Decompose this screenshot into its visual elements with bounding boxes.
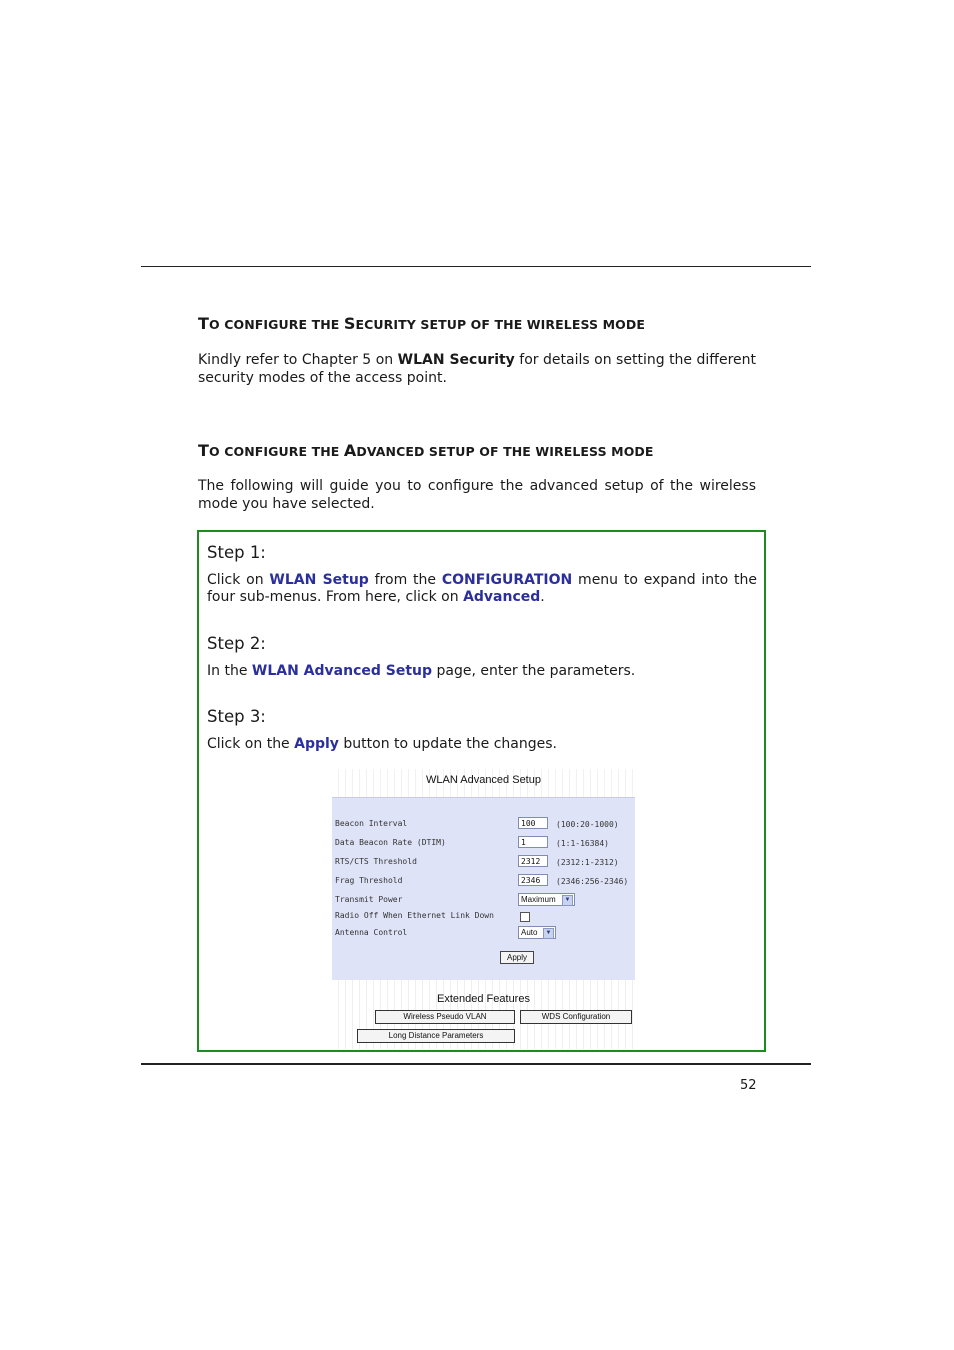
beacon-interval-label: Beacon Interval (335, 819, 408, 828)
step1-text: Click on WLAN Setup from the CONFIGURATION menu to expand into the four sub-menus. From here, click on Advanced. (207, 572, 757, 605)
wlan-advanced-setup-screenshot (332, 769, 635, 1049)
rts-threshold-input[interactable]: 2312 (518, 855, 548, 867)
configuration-link: CONFIGURATION (441, 572, 573, 588)
wlan-advanced-setup-link: WLAN Advanced Setup (251, 663, 433, 679)
frag-threshold-label: Frag Threshold (335, 876, 403, 885)
antenna-control-label: Antenna Control (335, 928, 408, 937)
security-setup-heading: TO CONFIGURE THE SECURITY SETUP OF THE WIRELESS MODE (198, 314, 645, 333)
dtim-range: (1:1-16384) (556, 839, 609, 848)
radio-off-label: Radio Off When Ethernet Link Down (335, 911, 494, 920)
beacon-interval-range: (100:20-1000) (556, 820, 619, 829)
transmit-power-value: Maximum (521, 895, 556, 904)
security-setup-paragraph: Kindly refer to Chapter 5 on WLAN Security for details on setting the different security modes of the access point. (198, 352, 756, 386)
step2-title: Step 2: (207, 634, 266, 653)
wlan-security-ref: WLAN Security (397, 352, 515, 368)
wireless-pseudo-vlan-button[interactable]: Wireless Pseudo VLAN (375, 1010, 515, 1024)
extended-features-panel (332, 980, 635, 1049)
transmit-power-select[interactable] (518, 893, 575, 906)
steps-box (197, 530, 766, 1052)
chevron-down-icon: ▼ (543, 928, 554, 939)
frag-threshold-range: (2346:256-2346) (556, 877, 629, 886)
wlan-setup-link: WLAN Setup (269, 572, 369, 588)
advanced-setup-heading: TO CONFIGURE THE ADVANCED SETUP OF THE WIRELESS MODE (198, 441, 654, 460)
apply-link: Apply (294, 736, 339, 752)
chevron-down-icon: ▼ (562, 895, 573, 906)
settings-panel (332, 797, 635, 980)
step3-text: Click on the Apply button to update the changes. (207, 736, 557, 752)
extended-features-title: Extended Features (437, 993, 530, 1005)
screenshot-header (332, 769, 635, 797)
wds-configuration-button[interactable]: WDS Configuration (520, 1010, 632, 1024)
antenna-control-value: Auto (521, 928, 538, 937)
screenshot-title: WLAN Advanced Setup (426, 774, 541, 786)
antenna-control-select[interactable] (518, 926, 556, 939)
dtim-input[interactable]: 1 (518, 836, 548, 848)
advanced-setup-paragraph: The following will guide you to configure the advanced setup of the wireless mode you have selected. (198, 478, 756, 512)
radio-off-checkbox[interactable] (520, 912, 530, 922)
rts-threshold-label: RTS/CTS Threshold (335, 857, 417, 866)
step2-text: In the WLAN Advanced Setup page, enter the parameters. (207, 663, 636, 679)
advanced-link: Advanced (463, 589, 541, 605)
rts-threshold-range: (2312:1-2312) (556, 858, 619, 867)
long-distance-parameters-button[interactable]: Long Distance Parameters (357, 1029, 515, 1043)
step3-title: Step 3: (207, 707, 266, 726)
apply-button[interactable]: Apply (500, 951, 534, 964)
footer-rule (141, 1063, 811, 1065)
frag-threshold-input[interactable]: 2346 (518, 874, 548, 886)
dtim-label: Data Beacon Rate (DTIM) (335, 838, 446, 847)
transmit-power-label: Transmit Power (335, 895, 403, 904)
step1-title: Step 1: (207, 543, 266, 562)
beacon-interval-input[interactable]: 100 (518, 817, 548, 829)
header-rule (141, 266, 811, 267)
page-number: 52 (740, 1078, 757, 1093)
